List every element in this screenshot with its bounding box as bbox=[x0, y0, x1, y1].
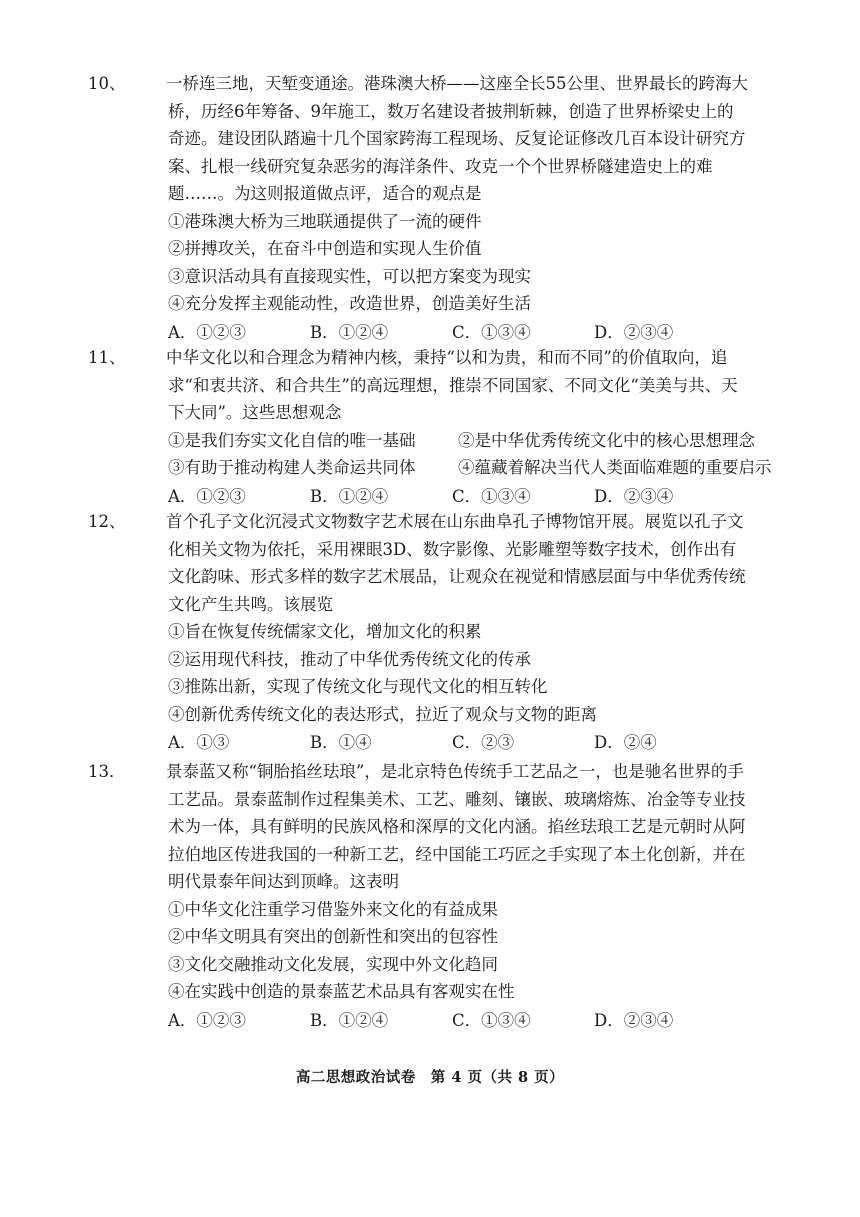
choice-c[interactable]: C．②③ bbox=[452, 733, 515, 752]
option-3: ③文化交融推动文化发展，实现中外文化趋同 bbox=[168, 954, 498, 974]
choice-b[interactable]: B．①④ bbox=[310, 733, 372, 752]
question-stem bbox=[88, 508, 748, 618]
choice-b[interactable]: B．①②④ bbox=[310, 486, 389, 506]
question-text: 中华文化以和合理念为精神内核，秉持“以和为贵，和而不同”的价值取向，追求“和衷共济、和合共生”的高远理想，推崇不同国家、不同文化“美美与共、天下大同”。这些思想观念 bbox=[166, 348, 738, 422]
question-12 bbox=[88, 508, 748, 758]
choice-d[interactable]: D．②④ bbox=[594, 733, 657, 752]
question-number: 11、 bbox=[88, 348, 126, 367]
option-1: ①港珠澳大桥为三地联通提供了一流的硬件 bbox=[168, 211, 482, 231]
question-text: 首个孔子文化沉浸式文物数字艺术展在山东曲阜孔子博物馆开展。展览以孔子文化相关文物为依托，采用裸眼3D、数字影像、光影雕塑等数字技术，创作出有文化韵味、形式多样的数字艺术展品，让观众在视觉和情感层面与中华优秀传统文化产生共鸣。该展览 bbox=[166, 512, 746, 614]
choice-c[interactable]: C．①③④ bbox=[452, 1010, 531, 1030]
question-number: 10、 bbox=[88, 74, 126, 93]
question-text: 一桥连三地，天堑变通途。港珠澳大桥——这座全长55公里、世界最长的跨海大桥，历经6年筹备、9年施工，数万名建设者披荆斩棘，创造了世界桥梁史上的奇迹。建设团队踏遍十几个国家跨海工程现场、反复论证修改几百本设计研究方案、扎根一线研究复杂恶劣的海洋条件、攻克一个个世界桥隧建造史上的难题……。为这则报道做点评，适合的观点是 bbox=[166, 74, 748, 203]
question-stem bbox=[88, 758, 748, 896]
answer-choices bbox=[128, 1006, 748, 1036]
option-4: ④创新优秀传统文化的表达形式，拉近了观众与文物的距离 bbox=[168, 704, 597, 724]
choice-d[interactable]: D．②③④ bbox=[594, 1010, 674, 1030]
option-4: ④蕴藏着解决当代人类面临难题的重要启示 bbox=[458, 458, 772, 477]
choice-a[interactable]: A．①②③ bbox=[168, 322, 246, 342]
option-1: ①旨在恢复传统儒家文化，增加文化的积累 bbox=[168, 622, 482, 641]
choice-b[interactable]: B．①②④ bbox=[310, 1010, 389, 1030]
option-1: ①是我们夯实文化自信的唯一基础 bbox=[168, 430, 416, 450]
choice-c[interactable]: C．①③④ bbox=[452, 322, 531, 342]
answer-choices bbox=[128, 482, 748, 512]
option-3: ③有助于推动构建人类命运共同体 bbox=[168, 458, 416, 477]
choice-d[interactable]: D．②③④ bbox=[594, 322, 674, 342]
page-footer: 高二思想政治试卷 第 4 页（共 8 页） bbox=[295, 1069, 565, 1086]
choice-c[interactable]: C．①③④ bbox=[452, 486, 531, 506]
option-1: ①中华文化注重学习借鉴外来文化的有益成果 bbox=[168, 899, 498, 919]
option-4: ④充分发挥主观能动性，改造世界，创造美好生活 bbox=[168, 294, 531, 313]
answer-choices bbox=[128, 318, 748, 348]
option-row bbox=[128, 454, 772, 482]
question-13 bbox=[88, 758, 748, 1036]
option-row bbox=[128, 427, 755, 455]
choice-d[interactable]: D．②③④ bbox=[594, 486, 674, 506]
question-number: 12、 bbox=[88, 512, 126, 531]
option-2: ②运用现代科技，推动了中华优秀传统文化的传承 bbox=[168, 649, 531, 669]
option-3: ③意识活动具有直接现实性，可以把方案变为现实 bbox=[168, 266, 531, 286]
option-2: ②是中华优秀传统文化中的核心思想理念 bbox=[458, 430, 755, 450]
choice-a[interactable]: A．①②③ bbox=[168, 1010, 246, 1030]
choice-a[interactable]: A．①③ bbox=[168, 733, 230, 752]
choice-a[interactable]: A．①②③ bbox=[168, 486, 246, 506]
question-stem bbox=[88, 70, 748, 208]
question-10 bbox=[88, 70, 748, 348]
option-4: ④在实践中创造的景泰蓝艺术品具有客观实在性 bbox=[168, 982, 515, 1001]
question-number: 13． bbox=[88, 762, 126, 781]
answer-choices bbox=[128, 728, 748, 758]
option-2: ②拼搏攻关，在奋斗中创造和实现人生价值 bbox=[168, 239, 482, 258]
choice-b[interactable]: B．①②④ bbox=[310, 322, 389, 342]
option-3: ③推陈出新，实现了传统文化与现代文化的相互转化 bbox=[168, 677, 548, 696]
question-text: 景泰蓝又称“铜胎掐丝珐琅”，是北京特色传统手工艺品之一，也是驰名世界的手工艺品。景泰蓝制作过程集美术、工艺、雕刻、镶嵌、玻璃熔炼、冶金等专业技术为一体，具有鲜明的民族风格和深厚的文化内涵。掐丝珐琅工艺是元朝时从阿拉伯地区传进我国的一种新工艺，经中国能工巧匠之手实现了本土化创新，并在明代景泰年间达到顶峰。这表明 bbox=[166, 762, 746, 891]
option-2: ②中华文明具有突出的创新性和突出的包容性 bbox=[168, 927, 498, 946]
question-stem bbox=[88, 344, 748, 427]
question-11 bbox=[88, 344, 772, 512]
